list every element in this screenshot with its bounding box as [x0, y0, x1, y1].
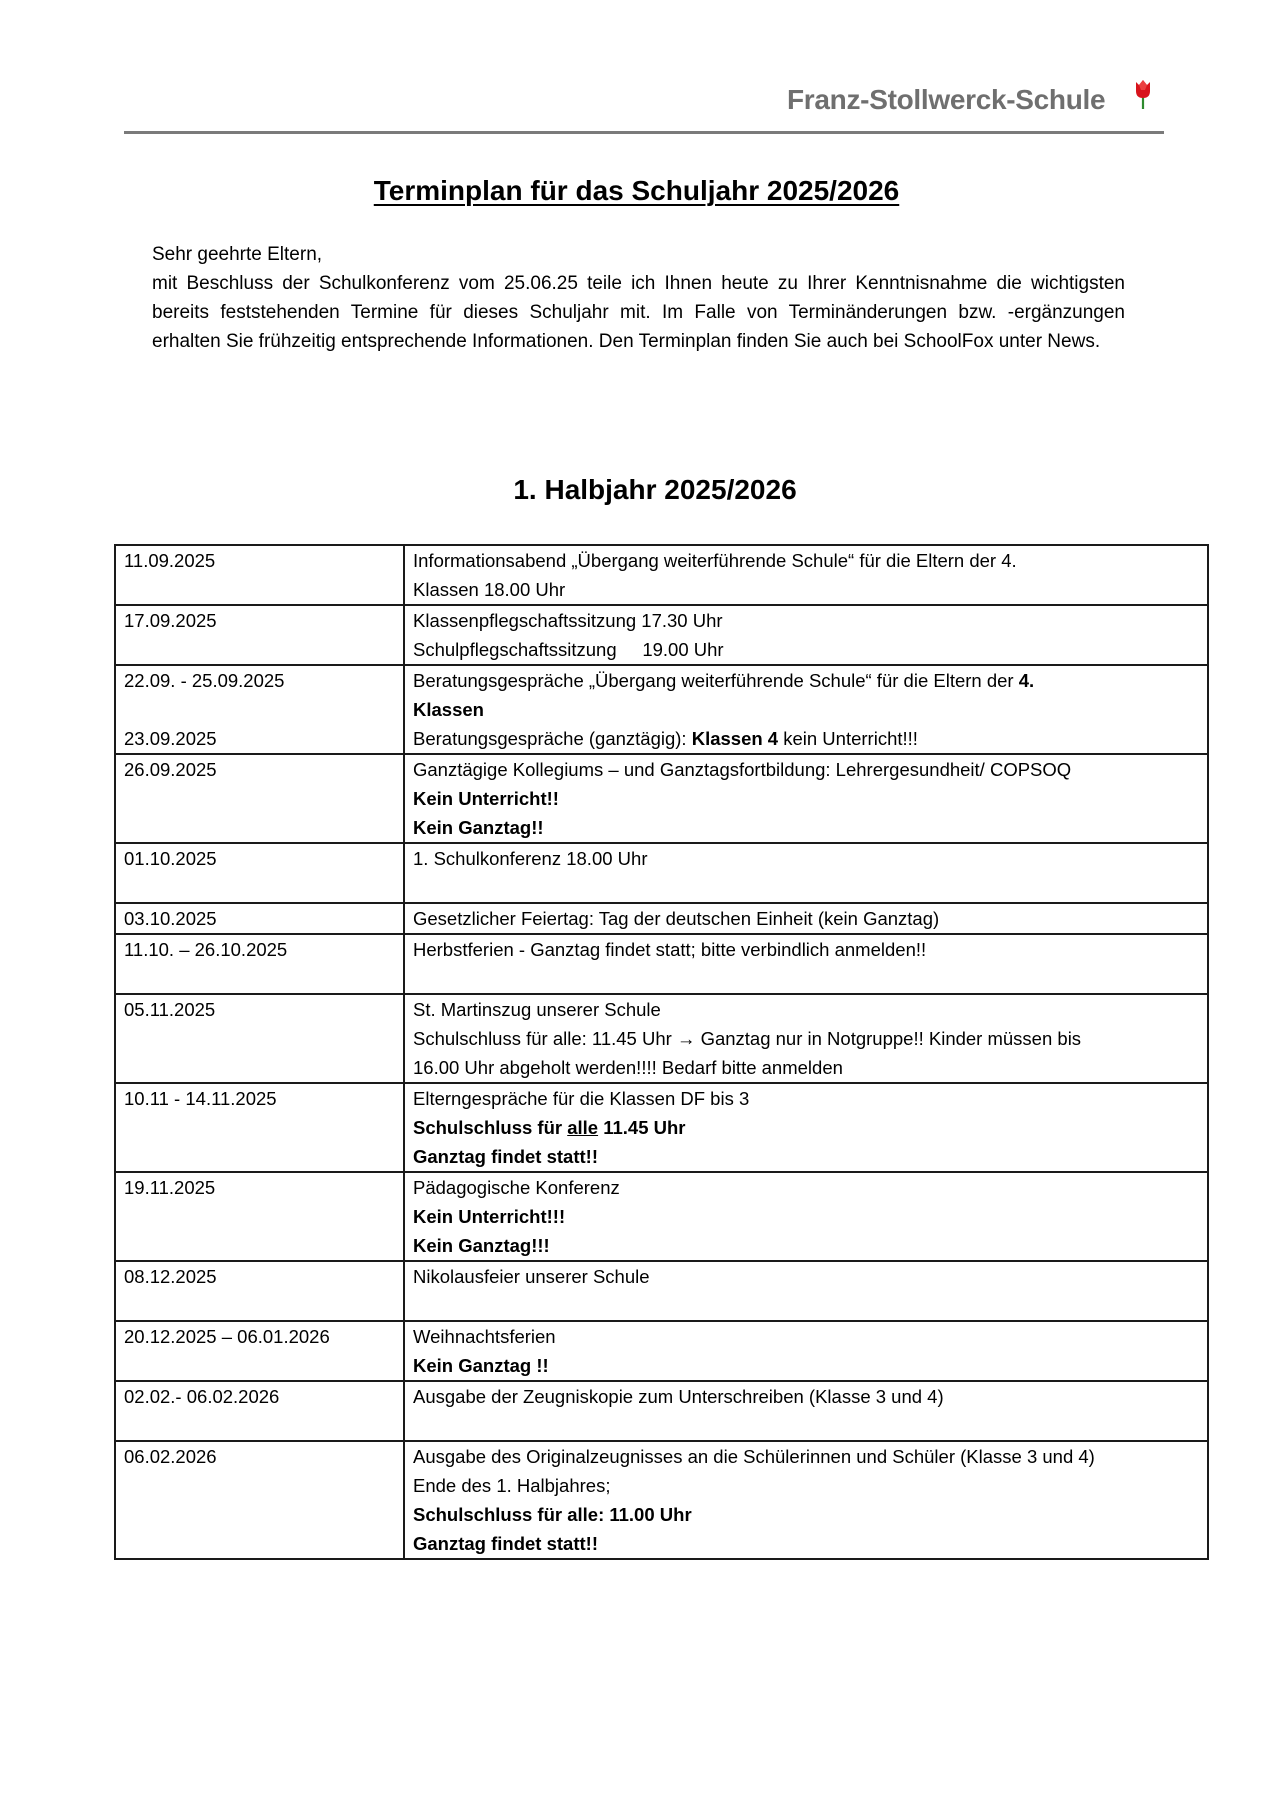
schedule-description-line — [413, 1024, 1199, 1053]
schedule-date-cell — [115, 754, 404, 843]
emphasized-text: 11.45 Uhr — [598, 1117, 686, 1138]
schedule-date-cell — [115, 1172, 404, 1261]
schedule-date: 08.12.2025 — [124, 1266, 217, 1287]
schedule-row — [115, 545, 1208, 605]
schedule-row — [115, 1381, 1208, 1441]
schedule-date: 05.11.2025 — [124, 999, 216, 1020]
schedule-description-line — [413, 784, 1199, 813]
schedule-description-line — [413, 1442, 1199, 1471]
schedule-description-line — [413, 1500, 1199, 1529]
school-name-header: Franz-Stollwerck-Schule — [787, 84, 1106, 115]
schedule-description-line — [413, 606, 1199, 635]
schedule-row — [115, 903, 1208, 934]
schedule-date-cell — [115, 605, 404, 665]
schedule-date: 11.10. – 26.10.2025 — [124, 939, 288, 960]
schedule-date — [124, 695, 395, 724]
page-title-text: Terminplan für das Schuljahr 2025/2026 — [373, 175, 900, 206]
schedule-date-cell — [115, 1441, 404, 1559]
schedule-description-line — [413, 1262, 1199, 1291]
schedule-description-line — [413, 1084, 1199, 1113]
emphasized-text: Klassen — [413, 699, 484, 720]
schedule-date-cell — [115, 903, 404, 934]
emphasized-text: 4. — [1018, 670, 1035, 691]
schedule-description-line — [413, 844, 1199, 873]
schedule-description-line — [413, 1411, 1199, 1440]
schedule-date: 26.09.2025 — [124, 759, 217, 780]
schedule-description-line — [413, 995, 1199, 1024]
emphasized-text: Kein Unterricht!! — [413, 788, 559, 809]
schedule-date: 19.11.2025 — [124, 1177, 216, 1198]
description-text: Elterngespräche für die Klassen DF bis 3 — [413, 1088, 750, 1109]
schedule-description-cell — [404, 934, 1208, 994]
intro-greeting: Sehr geehrte Eltern, — [152, 244, 323, 265]
schedule-date-cell — [115, 843, 404, 903]
schedule-table — [114, 544, 1209, 1560]
emphasized-text: Ganztag findet statt!! — [413, 1146, 598, 1167]
description-text: Weihnachtsferien — [413, 1326, 556, 1347]
emphasized-text: Schulschluss für alle: 11.00 Uhr — [413, 1504, 692, 1525]
schedule-row — [115, 1172, 1208, 1261]
schedule-description-line — [413, 695, 1199, 724]
schedule-description-line — [413, 1322, 1199, 1351]
description-text: kein Unterricht!!! — [778, 728, 918, 749]
schedule-date-cell — [115, 994, 404, 1083]
schedule-date: 17.09.2025 — [124, 610, 217, 631]
description-text: Gesetzlicher Feiertag: Tag der deutschen Einheit (kein Ganztag) — [413, 908, 940, 929]
schedule-row — [115, 665, 1208, 754]
schedule-description-line — [413, 1291, 1199, 1320]
schedule-description-line — [413, 1351, 1199, 1380]
schedule-row — [115, 754, 1208, 843]
description-text: Informationsabend „Übergang weiterführende Schule“ für die Eltern der 4. — [413, 550, 1017, 571]
intro-body: mit Beschluss der Schulkonferenz vom 25.06.25 teile ich Ihnen heute zu Ihrer Kenntnisnahme die wichtigsten bereits feststehenden Termine für dieses Schuljahr mit. Im Falle von Terminänderungen bzw. -ergänzungen erhalten Sie frühzeitig entsprechende Informationen. Den Terminplan finden Sie auch bei SchoolFox unter News. — [152, 273, 1125, 352]
emphasized-text: Kein Ganztag!!! — [413, 1235, 550, 1256]
schedule-description-line — [413, 635, 1199, 664]
schedule-description-line — [413, 935, 1199, 964]
schedule-row — [115, 994, 1208, 1083]
schedule-date-cell — [115, 934, 404, 994]
description-text: Herbstferien - Ganztag findet statt; bitte verbindlich anmelden!! — [413, 939, 927, 960]
schedule-date: 11.09.2025 — [124, 550, 216, 571]
schedule-description-line — [413, 904, 1199, 933]
schedule-row — [115, 1321, 1208, 1381]
schedule-description-cell — [404, 1381, 1208, 1441]
schedule-row — [115, 605, 1208, 665]
schedule-description-line — [413, 1529, 1199, 1558]
description-text: Schulpflegschaftssitzung 19.00 Uhr — [413, 639, 724, 660]
schedule-date: 10.11 - 14.11.2025 — [124, 1088, 277, 1109]
schedule-date: 22.09. - 25.09.2025 — [124, 670, 285, 691]
emphasized-text: Ganztag findet statt!! — [413, 1533, 598, 1554]
schedule-description-cell — [404, 1083, 1208, 1172]
description-text: Beratungsgespräche „Übergang weiterführende Schule“ für die Eltern der — [413, 670, 1019, 691]
schedule-description-cell — [404, 605, 1208, 665]
schedule-description-line — [413, 724, 1199, 753]
schedule-description-cell — [404, 903, 1208, 934]
schedule-description-line — [413, 964, 1199, 993]
tulip-icon — [1133, 78, 1153, 110]
schedule-description-line — [413, 1142, 1199, 1171]
schedule-description-line — [413, 873, 1199, 902]
schedule-row — [115, 843, 1208, 903]
schedule-description-cell — [404, 843, 1208, 903]
schedule-description-line — [413, 755, 1199, 784]
emphasized-text: Kein Unterricht!!! — [413, 1206, 566, 1227]
description-text: Ende des 1. Halbjahres; — [413, 1475, 611, 1496]
description-text: Klassen 18.00 Uhr — [413, 579, 566, 600]
schedule-description-line — [413, 1382, 1199, 1411]
schedule-description-line — [413, 1202, 1199, 1231]
intro-letter — [152, 240, 1125, 356]
header-divider — [124, 131, 1164, 134]
schedule-description-line — [413, 575, 1199, 604]
schedule-description-line — [413, 666, 1199, 695]
schedule-row — [115, 1441, 1208, 1559]
schedule-description-cell — [404, 1261, 1208, 1321]
emphasized-text: alle — [567, 1117, 599, 1138]
description-text: Ausgabe der Zeugniskopie zum Unterschreiben (Klasse 3 und 4) — [413, 1386, 944, 1407]
description-text: St. Martinszug unserer Schule — [413, 999, 661, 1020]
schedule-date: 20.12.2025 – 06.01.2026 — [124, 1326, 330, 1347]
schedule-date: 02.02.- 06.02.2026 — [124, 1386, 280, 1407]
schedule-description-line — [413, 1231, 1199, 1260]
schedule-date-cell — [115, 1381, 404, 1441]
schedule-description-cell — [404, 1172, 1208, 1261]
schedule-date-cell — [115, 665, 404, 754]
description-text: Nikolausfeier unserer Schule — [413, 1266, 650, 1287]
schedule-row — [115, 1083, 1208, 1172]
description-text: Klassenpflegschaftssitzung 17.30 Uhr — [413, 610, 723, 631]
emphasized-text: Klassen 4 — [691, 728, 779, 749]
section-heading: 1. Halbjahr 2025/2026 — [513, 474, 797, 505]
schedule-description-line — [413, 1173, 1199, 1202]
schedule-description-cell — [404, 994, 1208, 1083]
description-text: Pädagogische Konferenz — [413, 1177, 620, 1198]
schedule-date-cell — [115, 545, 404, 605]
schedule-date-cell — [115, 1261, 404, 1321]
schedule-description-cell — [404, 665, 1208, 754]
schedule-description-cell — [404, 754, 1208, 843]
schedule-row — [115, 934, 1208, 994]
page-title — [0, 175, 1273, 207]
description-text: Beratungsgespräche (ganztägig): — [413, 728, 692, 749]
description-text: Schulschluss für alle: 11.45 Uhr → Ganztag nur in Notgruppe!! Kinder müssen bis — [413, 1028, 1082, 1049]
schedule-description-line — [413, 1113, 1199, 1142]
schedule-description-line — [413, 1053, 1199, 1082]
emphasized-text: Kein Ganztag!! — [413, 817, 544, 838]
schedule-description-line — [413, 546, 1199, 575]
schedule-row — [115, 1261, 1208, 1321]
schedule-date-cell — [115, 1321, 404, 1381]
schedule-date: 03.10.2025 — [124, 908, 217, 929]
schedule-date-cell — [115, 1083, 404, 1172]
description-text: Ausgabe des Originalzeugnisses an die Schülerinnen und Schüler (Klasse 3 und 4) — [413, 1446, 1095, 1467]
schedule-date: 06.02.2026 — [124, 1446, 217, 1467]
description-text: 16.00 Uhr abgeholt werden!!!! Bedarf bitte anmelden — [413, 1057, 843, 1078]
schedule-description-cell — [404, 1441, 1208, 1559]
schedule-description-cell — [404, 545, 1208, 605]
schedule-date: 23.09.2025 — [124, 728, 217, 749]
emphasized-text: Kein Ganztag !! — [413, 1355, 549, 1376]
emphasized-text: Schulschluss für — [413, 1117, 568, 1138]
description-text: Ganztägige Kollegiums – und Ganztagsfortbildung: Lehrergesundheit/ COPSOQ — [413, 759, 1072, 780]
schedule-description-cell — [404, 1321, 1208, 1381]
schedule-date: 01.10.2025 — [124, 848, 217, 869]
schedule-description-line — [413, 1471, 1199, 1500]
schedule-description-line — [413, 813, 1199, 842]
description-text: 1. Schulkonferenz 18.00 Uhr — [413, 848, 648, 869]
